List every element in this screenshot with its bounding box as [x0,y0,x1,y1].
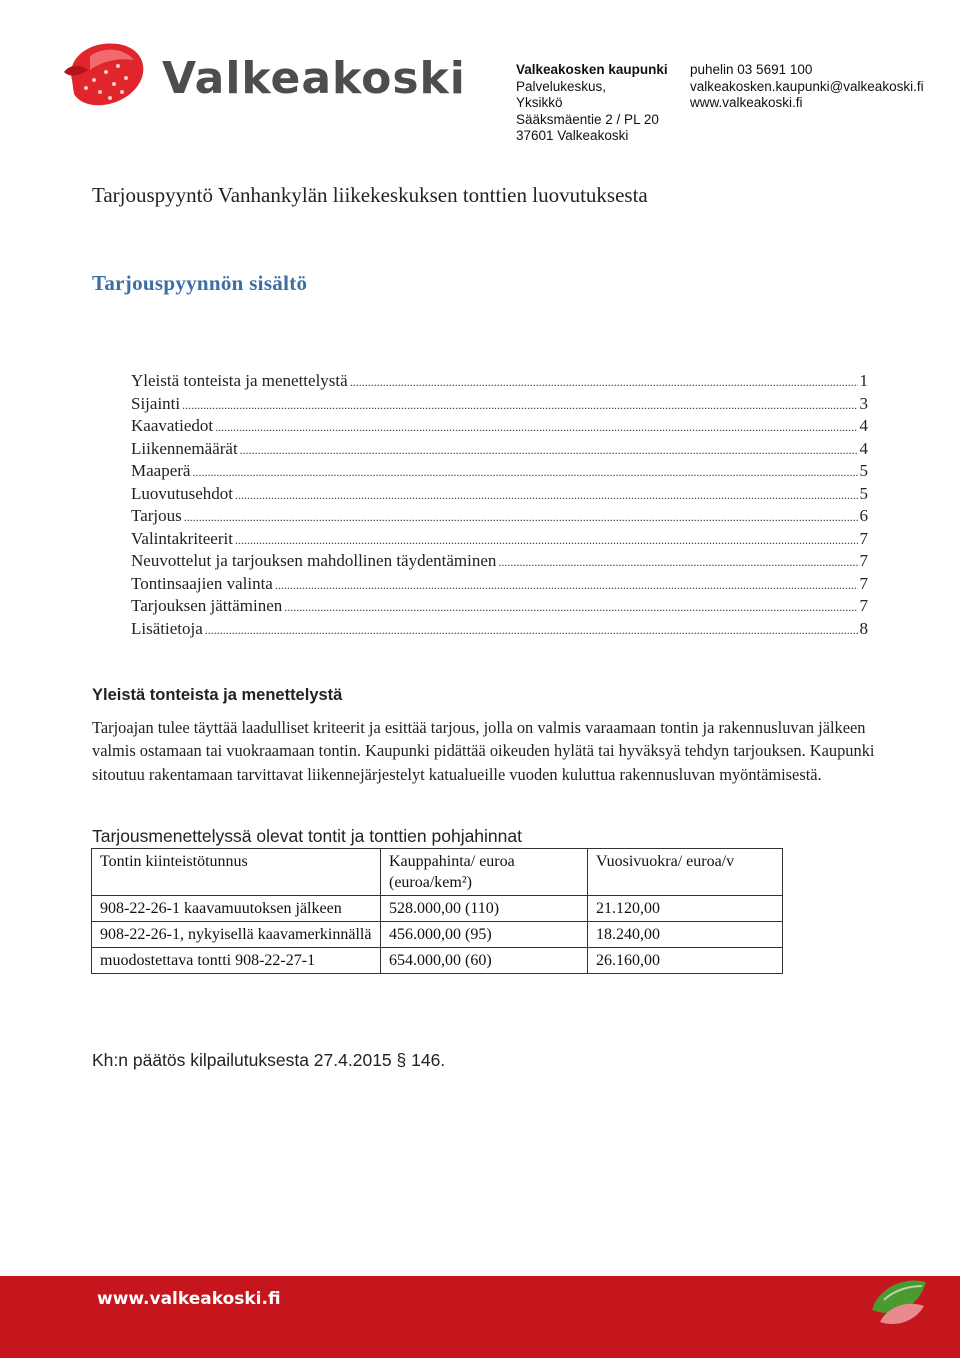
decision-note: Kh:n päätös kilpailutuksesta 27.4.2015 § 146. [92,1050,446,1070]
toc-heading: Tarjouspyynnön sisältö [92,271,308,295]
toc-entry[interactable] [131,371,868,394]
toc-entry[interactable] [131,619,868,642]
table-heading: Tarjousmenettelyssä olevat tontit ja tonttien pohjahinnat [92,826,522,846]
toc-entry-page: 3 [859,393,868,413]
toc-entry-label: Valintakriteerit [131,528,233,548]
section-heading: Yleistä tonteista ja menettelystä [92,686,343,704]
toc-entry-label: Liikennemäärät [131,438,238,458]
section-paragraph: Tarjoajan tulee täyttää laadulliset kriteerit ja esittää tarjous, jolla on valmis varaamaan tontin ja rakennusluvan jälkeen valmis ostamaan tai vuokraamaan tontin. Kaupunki pidättää oikeuden hylätä tai hyväksyä tehdyn tarjouksen. Kaupunki sitoutuu rakentamaan tarvittavat liikennejärjestelyt katualueille vuoden kuluttua rakennusluvan myöntämisestä. [92,718,875,784]
toc-entry-page: 4 [859,438,868,458]
org-line: Palvelukeskus, [516,78,607,94]
table-cell: 456.000,00 (95) [381,922,588,948]
toc-entry-page: 5 [859,461,868,480]
table-cell: 18.240,00 [588,922,783,948]
toc-leader [205,623,858,638]
toc-leader [235,533,858,548]
table-cell: 26.160,00 [588,948,783,974]
contact-block [690,62,924,112]
footer-website-link[interactable]: www.valkeakoski.fi [97,1289,281,1309]
email-link[interactable]: valkeakosken.kaupunki@valkeakoski.fi [690,78,924,94]
toc-entry-label: Tontinsaajien valinta [131,573,273,593]
phone-text: puhelin 03 5691 100 [690,62,813,77]
logo-wordmark: Valkeakoski [162,53,466,104]
toc-entry-label: Tarjous [131,506,182,525]
table-cell: 908-22-26-1, nykyisellä kaavamerkinnällä [92,922,381,948]
toc-entry-label: Lisätietoja [131,618,203,638]
toc-entry-page: 8 [859,618,868,638]
table-row [92,948,783,974]
toc-entry[interactable] [131,394,868,417]
toc-leader [275,578,858,593]
toc-entry-page: 6 [859,506,868,525]
toc-entry-label: Neuvottelut ja tarjouksen mahdollinen täydentäminen [131,551,497,570]
leaf-logo-icon [864,1270,934,1330]
toc-entry[interactable] [131,596,868,619]
toc-leader [284,600,857,615]
toc-leader [182,398,857,413]
website-link[interactable]: www.valkeakoski.fi [690,95,803,110]
toc-entry[interactable] [131,574,868,597]
toc-entry[interactable] [131,529,868,552]
toc-entry[interactable] [131,439,868,462]
toc-entry[interactable] [131,551,868,574]
table-cell: 654.000,00 (60) [381,948,588,974]
org-line: Yksikkö [516,95,563,110]
toc-entry-label: Yleistä tonteista ja menettelystä [131,371,348,390]
toc-entry-label: Sijainti [131,393,181,413]
toc-entry-page: 7 [859,528,868,548]
toc-entry[interactable] [131,416,868,439]
toc-entry-page: 7 [859,573,868,593]
toc-leader [350,375,858,390]
org-address-block [516,62,668,145]
valkeakoski-logo-icon [60,36,160,114]
table-row [92,896,783,922]
table-header-cell: Vuosivuokra/ euroa/v [588,849,783,896]
org-line: Sääksmäentie 2 / PL 20 [516,111,659,127]
table-cell: 528.000,00 (110) [381,896,588,922]
toc-entry-page: 4 [859,416,868,435]
toc-entry-label: Kaavatiedot [131,416,214,435]
toc-entry[interactable] [131,461,868,484]
toc-leader [235,488,858,503]
toc-entry-label: Maaperä [131,461,191,480]
table-header-cell: Tontin kiinteistötunnus [92,849,381,896]
table-cell: muodostettava tontti 908-22-27-1 [92,948,381,974]
toc-leader [240,443,858,458]
table-header-cell: Kauppahinta/ euroa (euroa/kem²) [381,849,588,896]
toc-entry-page: 7 [859,551,868,570]
toc-leader [498,555,857,570]
toc-entry-page: 7 [859,596,868,615]
table-of-contents [131,371,868,641]
toc-leader [192,465,857,480]
table-header-row [92,849,783,896]
toc-leader [215,420,857,435]
toc-entry-label: Tarjouksen jättäminen [131,596,283,615]
toc-entry-page: 1 [859,371,868,390]
toc-leader [184,510,858,525]
toc-entry[interactable] [131,506,868,529]
toc-entry[interactable] [131,484,868,507]
table-cell: 21.120,00 [588,896,783,922]
table-cell: 908-22-26-1 kaavamuutoksen jälkeen [92,896,381,922]
org-name: Valkeakosken kaupunki [516,62,668,77]
toc-entry-label: Luovutusehdot [131,483,233,503]
org-line: 37601 Valkeakoski [516,128,629,143]
lots-price-table [91,848,783,974]
table-row [92,922,783,948]
toc-entry-page: 5 [859,483,868,503]
document-title: Tarjouspyyntö Vanhankylän liikekeskuksen tonttien luovutuksesta [92,183,648,207]
